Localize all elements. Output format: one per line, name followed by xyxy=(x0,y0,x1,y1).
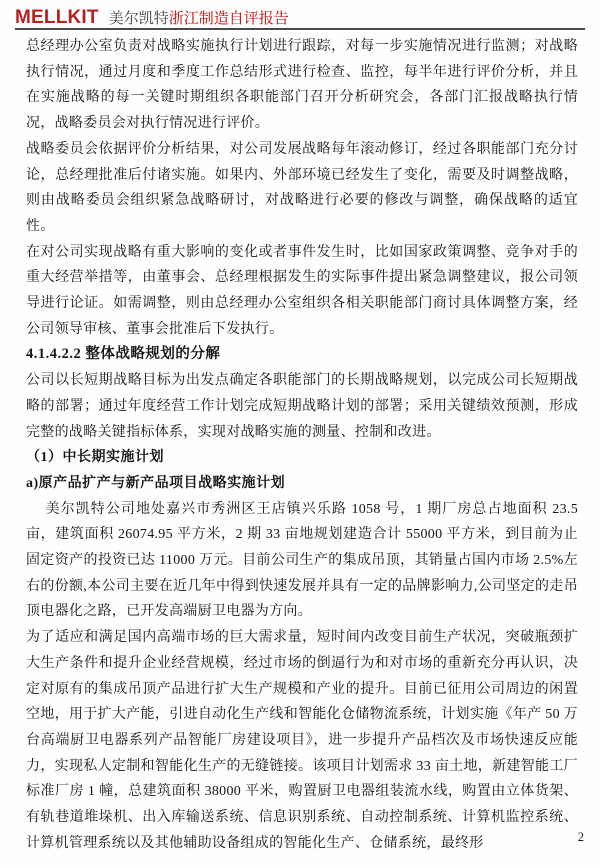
page-number: 2 xyxy=(577,830,584,844)
paragraph-strategy-decompose: 公司以长短期战略目标为出发点确定各职能部门的长期战略规划，以完成公司长短期战略的部署；通过年度经营工作计划完成短期战略计划的部署；采用关键绩效预测，形成完整的战略关键指标体系，实现对战略实施的测量、控制和改进。 xyxy=(26,373,578,440)
paragraph-emergency-adjustment: 在对公司实现战略有重大影响的变化或者事件发生时，比如国家政策调整、竞争对手的重大经营举措等，由董事会、总经理根据发生的实际事件提出紧急调整建议，报公司领导进行论证。如需调整，则由总经理办公室组织各相关职能部门商讨具体调整方案，经公司领导审核、董事会批准后下发执行。 xyxy=(26,244,578,337)
header-divider-rule xyxy=(15,28,585,30)
section-heading-strategy-decomposition: 4.1.4.2.2 整体战略规划的分解 xyxy=(26,346,221,363)
header-company-name: 美尔凯特 xyxy=(108,11,169,27)
paragraph-strategy-tracking: 总经理办公室负责对战略实施执行计划进行跟踪，对每一步实施情况进行监测；对战略执行情况，通过月度和季度工作总结形式进行检查、监控，每半年进行评价分析，并且在实施战略的每一关键时期组织各职能部门召开分析研究会，各部门汇报战略执行情况，战略委员会对执行情况进行评价。 xyxy=(26,39,578,132)
page-header xyxy=(15,7,585,30)
paragraph-company-profile: 美尔凯特公司地处嘉兴市秀洲区王店镇兴乐路 1058 号，1 期厂房总占地面积 23.5 亩，建筑面积 26074.95 平方米，2 期 33 亩地规划建造合计 55000 平方米，到目前为止固定资产的投资已达 11000 万元。目前公司生产的集成吊顶，其销量占国内市场 2.5%左右的份额,本公司主要在近几年中得到快速发展并具有一定的品牌影响力,公司坚定的走吊顶电器化之路，已开发高端厨卫电器为方向。 xyxy=(26,501,578,620)
paragraph-strategy-revision: 战略委员会依据评价分析结果，对公司发展战略每年滚动修订，经过各职能部门充分讨论，总经理批准后付诸实施。如果内、外部环境已经发生了变化，需要及时调整战略，则由战略委员会组织紧急战略研讨，对战略进行必要的修改与调整，确保战略的适宜性。 xyxy=(26,141,578,234)
list-item-expansion-plan: a)原产品扩产与新产品项目战略实施计划 xyxy=(26,475,286,491)
header-report-title: 浙江制造自评报告 xyxy=(168,11,289,27)
paragraph-project-plan: 为了适应和满足国内高端市场的巨大需求量，短时间内改变目前生产状况，突破瓶颈扩大生产条件和提升企业经营规模，经过市场的倒逼行为和对市场的重新充分再认识，决定对原有的集成吊顶产品进行扩大生产规模和产业的提升。目前已征用公司周边的闲置空地，用于扩大产能，引进自动化生产线和智能化仓储物流系统，计划实施《年产 50 万台高端厨卫电器系列产品智能厂房建设项目》，进一步提升产品档次及市场快速反应能力，实现私人定制和智能化生产的无缝链接。该项目计划需求 33 亩土地，新建智能工厂标准厂房 1 幢，总建筑面积 38000 平米，购置厨卫电器组装流水线，购置由立体货架、有轨巷道堆垛机、出入库输送系统、信息识别系统、自动控制系统、计算机监控系统、计算机管理系统以及其他辅助设备组成的智能化生产、仓储系统，最终形 xyxy=(26,630,578,851)
list-item-midlong-plan: （1）中长期实施计划 xyxy=(26,450,164,466)
brand-logo-text: MELLKIT xyxy=(15,7,99,28)
document-body xyxy=(26,34,578,857)
